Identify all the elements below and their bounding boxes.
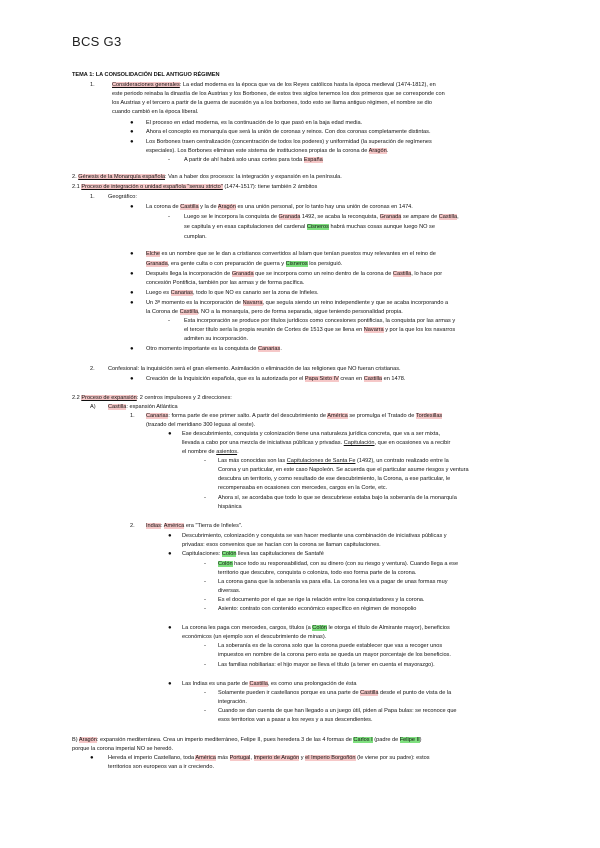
highlighted-term: Castilla: [363, 376, 383, 382]
bullet-dot-icon: ●: [130, 204, 134, 210]
text-segment: , lo hace por: [411, 271, 443, 277]
text-segment: B): [72, 737, 79, 743]
highlighted-term: asientos: [216, 449, 238, 455]
text-segment: .: [237, 449, 239, 455]
text-line: [218, 458, 449, 466]
text-line: [146, 261, 342, 269]
highlighted-term: Carlos I: [353, 737, 373, 743]
bullet-dash-icon: -: [204, 643, 206, 649]
bullet-dot-icon: ●: [90, 755, 94, 761]
text-segment: lleva las capitulaciones de Santafé: [236, 551, 324, 557]
bullet-dot-icon: ●: [168, 431, 172, 437]
bullet-dot-icon: ●: [130, 376, 134, 382]
text-segment: Luego es: [146, 290, 171, 296]
text-line: [182, 449, 239, 457]
text-line: territorio que descubre, conquista o coloniza, todo eso forma parte de la corona.: [218, 570, 417, 576]
text-line: Es el documento por el que se rige la relación entre los conquistadores y la corona.: [218, 597, 425, 603]
text-line: [182, 681, 356, 689]
text-line: recompensaba en ocasiones con mercedes, cargos en la Corte, etc.: [218, 485, 388, 491]
text-segment: ): [419, 737, 422, 743]
text-segment: y la de: [198, 204, 218, 210]
text-line: La soberanía es de la corona solo que la corona puede establecer que vas a recoger unos: [218, 643, 443, 649]
text-line: [108, 755, 430, 763]
text-line: hispánica: [218, 504, 242, 510]
highlighted-term: Aragón: [78, 737, 97, 743]
list-marker: 2.: [90, 366, 95, 372]
list-marker: 1.: [90, 194, 95, 200]
text-segment: la Corona de: [146, 309, 180, 315]
bullet-dash-icon: -: [204, 561, 206, 567]
bullet-dash-icon: -: [204, 495, 206, 501]
bullet-dash-icon: -: [168, 318, 170, 324]
text-line: Las familias nobiliarias: el hijo mayor se lleva el título (a tener en cuenta el mayorazgo).: [218, 662, 435, 668]
text-segment: Creación de la Inquisición española, que es la autorizada por el: [146, 376, 305, 382]
text-line: Corona y un particular, en este caso Napoleón. Se acuerda que el particular asume riesgos y ventura: [218, 467, 469, 473]
text-line: [146, 413, 442, 421]
bullet-dot-icon: ●: [130, 120, 134, 126]
text-line: [182, 625, 450, 633]
bullet-dot-icon: ●: [130, 129, 134, 135]
text-line: Los Borbones traen centralización (concentración de todos los poderes) y uniformidad (la superación de regímenes: [146, 139, 432, 145]
highlighted-term: Granada: [231, 271, 254, 277]
highlighted-term: Navarra: [242, 300, 263, 306]
text-line: concesión Pontificia, también por las armas y de forma pacífica.: [146, 280, 305, 286]
text-segment: es una unión personal, por lo tanto hay una unión de coronas en 1474.: [235, 204, 413, 210]
text-line: [146, 290, 319, 298]
text-segment: Las más conocidas son las: [218, 458, 287, 464]
text-line: territorios son europeos van a ir creciendo.: [108, 764, 215, 770]
text-segment: Hereda el imperio Castellano, toda: [108, 755, 196, 761]
text-line: [182, 551, 324, 559]
text-line: Descubrimiento, colonización y conquista se van hacer mediante una combinación de iniciativas públicas y: [182, 533, 447, 539]
list-marker: 2.: [130, 523, 135, 529]
highlighted-term: América: [195, 755, 216, 761]
text-line: Confesional: la inquisición será el gran elemento. Asimilación o eliminación de las religiones que NO fueran cristianas.: [108, 366, 401, 372]
bullet-dot-icon: ●: [168, 681, 172, 687]
text-segment: , que en ocasiones va a recibir: [374, 440, 451, 446]
bullet-dot-icon: ●: [168, 625, 172, 631]
highlighted-term: América: [327, 413, 348, 419]
text-line: porque la corona imperial NO se heredó.: [72, 746, 174, 752]
text-segment: que se incorpora como un reino dentro de la corona de: [253, 271, 393, 277]
text-segment: , todo lo que NO es canario ser la zona de Infieles.: [192, 290, 319, 296]
bullet-dot-icon: ●: [168, 551, 172, 557]
text-segment: Un 3ª momento es la incorporación de: [146, 300, 243, 306]
text-line: [108, 404, 178, 412]
highlighted-term: Granada: [146, 261, 168, 267]
list-marker: 1.: [90, 82, 95, 88]
text-segment: : 2 centros impulsores y 2 direcciones:: [136, 395, 232, 401]
text-line: impuestos en nombre de la corona pero esta se queda un mayor porcentaje de los beneficios.: [218, 652, 451, 658]
text-line: esos territorios van a pasar a los reyes y a sus descendientes.: [218, 717, 373, 723]
highlighted-term: Granada: [379, 214, 402, 220]
highlighted-term: Castilla: [392, 271, 412, 277]
text-segment: se ampare de: [401, 214, 439, 220]
text-segment: , NO a la monarquía, pero de forma separada, sigue teniendo personalidad propia.: [197, 309, 403, 315]
text-segment: :: [160, 523, 164, 529]
text-segment: Luego se le incorpora la conquista de: [184, 214, 279, 220]
text-line: admiten su incorporación.: [184, 336, 249, 342]
text-line: Asiento: contrato con contenido económico específico en régimen de monopolio: [218, 606, 417, 612]
highlighted-term: Proceso de expansión: [81, 395, 137, 401]
text-segment: el tercer título sería la propia reunión de Cortes de 1513 que se llena en: [184, 327, 364, 333]
text-line: [72, 737, 422, 745]
text-line: [146, 309, 403, 317]
highlighted-term: Colón: [312, 625, 327, 631]
text-segment: Después llega la incorporación de: [146, 271, 232, 277]
text-segment: La corona de: [146, 204, 181, 210]
text-line: [184, 327, 455, 335]
text-segment: es un nombre que se le dan a cristianos convertidos al Islam que tenían puestos muy relevantes en el reino de: [160, 251, 436, 257]
text-line: [218, 561, 458, 569]
highlighted-term: Felipe II: [399, 737, 420, 743]
text-line: privadas: esos convenios que se hacían con la corona se llaman capitulaciones.: [182, 542, 381, 548]
text-line: Ese descubrimiento, conquista y colonización tiene una naturaleza jurídica concreta, que va a ser mixta,: [182, 431, 441, 437]
bullet-dash-icon: -: [204, 708, 206, 714]
text-segment: más: [215, 755, 230, 761]
text-segment: (le viene por su padre): estos: [355, 755, 430, 761]
text-segment: .: [280, 346, 282, 352]
text-segment: ,: [250, 755, 254, 761]
text-segment: los persiguió.: [307, 261, 343, 267]
highlighted-term: Portugal: [229, 755, 251, 761]
highlighted-term: Elche: [146, 251, 160, 257]
highlighted-term: Cisneros: [285, 261, 308, 267]
highlighted-term: Aragón: [368, 148, 387, 154]
text-line: TEMA 1: LA CONSOLIDACIÓN DEL ANTIGUO RÉGIMEN: [72, 72, 220, 78]
highlighted-term: América: [163, 523, 185, 529]
text-line: La corona gana que la soberanía va para ella. La corona les va a pagar de unas formas muy: [218, 579, 448, 585]
bullet-dot-icon: ●: [130, 139, 134, 145]
text-segment: , que seguía siendo un reino independiente y que se acaba incorporando a: [262, 300, 449, 306]
text-line: Esta incorporación se produce por títulos jurídicos como concesiones pontificias, la conquista por las armas y: [184, 318, 456, 324]
text-segment: , es como una prolongación de ésta: [267, 681, 357, 687]
highlighted-term: Proceso de integración o unidad española "sensu stricto": [81, 184, 223, 190]
text-line: integración.: [218, 699, 247, 705]
text-line: El proceso en edad moderna, es la continuación de lo que pasó en la baja edad media.: [146, 120, 363, 126]
text-line: Ahora sí, se acordaba que todo lo que se descubriese estaba bajo la soberanía de la monarquía: [218, 495, 457, 501]
text-line: cumplan.: [184, 234, 207, 240]
text-segment: y: [299, 755, 306, 761]
bullet-dash-icon: -: [204, 690, 206, 696]
highlighted-term: Imperio de Aragón: [253, 755, 300, 761]
text-line: [146, 271, 442, 279]
text-segment: La corona les paga con mercedes, cargos, títulos (a: [182, 625, 313, 631]
text-segment: 1492, se acaba la reconquista,: [300, 214, 380, 220]
bullet-dot-icon: ●: [130, 290, 134, 296]
text-line: [182, 440, 450, 448]
text-line: [72, 395, 232, 403]
text-segment: 2.1: [72, 184, 82, 190]
highlighted-term: Castilla: [108, 404, 127, 410]
text-line: [184, 224, 435, 232]
text-line: [146, 376, 405, 384]
highlighted-term: Cisneros: [306, 224, 329, 230]
bullet-dot-icon: ●: [130, 251, 134, 257]
text-segment: especiales). Los Borbones eliminan este sistema de instituciones propias de la corona de: [146, 148, 369, 154]
bullet-dash-icon: -: [204, 458, 206, 464]
text-line: [112, 82, 436, 90]
bullet-dot-icon: ●: [130, 271, 134, 277]
bullet-dash-icon: -: [168, 157, 170, 163]
highlighted-term: Granada: [278, 214, 301, 220]
text-segment: (1492), un contrato realizado entre la: [355, 458, 449, 464]
text-line: Ahora el concepto es monarquía que será la unión de coronas y reinos. Con dos coronas completamente distintas.: [146, 129, 431, 135]
text-segment: llevada a cabo por una mezcla de iniciativas públicas y privadas.: [182, 440, 344, 446]
bullet-dash-icon: -: [204, 606, 206, 612]
highlighted-term: Canarias: [257, 346, 281, 352]
highlighted-term: Colón: [218, 561, 233, 567]
text-line: [218, 690, 451, 698]
highlighted-term: Castilla: [360, 690, 379, 696]
text-segment: : forma parte de ese primer salto. A partir del descubrimiento de: [168, 413, 328, 419]
text-segment: : expansión mediterránea. Crea un imperio mediterráneo, Felipe II, pues heredera 3 de las 4 formas de: [96, 737, 354, 743]
text-segment: le otorga el título de Almirante mayor), beneficios: [326, 625, 450, 631]
highlighted-term: España: [303, 157, 323, 163]
text-segment: , era gente culta o con preparación de guerra y: [167, 261, 286, 267]
bullet-dash-icon: -: [204, 662, 206, 668]
text-line: económicos (un ejemplo son el descubrimiento de minas).: [182, 634, 327, 640]
text-line: [146, 148, 388, 156]
bullet-dash-icon: -: [204, 579, 206, 585]
highlighted-term: Papa Sixto IV: [304, 376, 339, 382]
text-segment: : expansión Atlántica: [126, 404, 178, 410]
list-marker: A): [90, 404, 96, 410]
text-line: descubra un territorio, y como resultado de ese descubrimiento, la Corona, a ese particular, le: [218, 476, 451, 482]
highlighted-term: Castilla: [179, 309, 198, 315]
text-segment: hace todo su responsabilidad, con su dinero (con su riesgo y ventura). Cuando llega a ese: [232, 561, 459, 567]
text-line: cuando cambió en la época liberal.: [112, 109, 199, 115]
text-line: [146, 346, 282, 354]
text-segment: era "Tierra de Infieles".: [184, 523, 243, 529]
bullet-dot-icon: ●: [168, 533, 172, 539]
highlighted-term: Navarra: [363, 327, 384, 333]
text-segment: se capitula y en esas capitulaciones del cardenal: [184, 224, 307, 230]
text-segment: Capitulaciones:: [182, 551, 222, 557]
text-line: [146, 300, 448, 308]
text-line: [146, 204, 413, 212]
text-segment: se promulga el Tratado de: [347, 413, 416, 419]
bullet-dash-icon: -: [204, 597, 206, 603]
text-line: los Austrias y el tercero a partir de la guerra de sucesión ya a los borbones, todo esto se llama antiguo régimen, el nombre se dio: [112, 100, 432, 106]
highlighted-term: Tordesillas: [415, 413, 443, 419]
text-segment: 2.: [72, 174, 79, 180]
text-segment: : Van a haber dos procesos: la integración y expansión en la península.: [165, 174, 342, 180]
list-marker: 1.: [130, 413, 135, 419]
highlighted-term: Castilla: [438, 214, 458, 220]
highlighted-term: Aragón: [217, 204, 236, 210]
text-segment: en 1478.: [382, 376, 406, 382]
highlighted-term: el Imperio Borgoñón: [305, 755, 356, 761]
text-line: Cuando se dan cuenta de que han llegado a un juego útil, piden al Papa bulas: se reconoce que: [218, 708, 457, 714]
text-segment: crean en: [338, 376, 364, 382]
text-segment: habrá muchas cosas aunque luego NO se: [328, 224, 435, 230]
text-segment: Otro momento importante es la conquista de: [146, 346, 258, 352]
highlighted-term: Colón: [221, 551, 237, 557]
highlighted-term: Canarias: [170, 290, 193, 296]
text-segment: 2.2: [72, 395, 82, 401]
text-line: [72, 184, 317, 192]
text-segment: Geográfico:: [108, 194, 137, 200]
text-segment: : La edad moderna es la época que va de los Reyes católicos hasta la época medieval (1474-1812), en: [179, 82, 436, 88]
text-segment: .: [386, 148, 389, 154]
highlighted-term: Castilla: [249, 681, 268, 687]
highlighted-term: Capitulaciones de Santa Fe: [286, 458, 356, 464]
text-line: [184, 214, 459, 222]
bullet-dot-icon: ●: [130, 300, 134, 306]
highlighted-term: Génesis de la Monarquía española: [78, 174, 165, 180]
text-line: [184, 157, 323, 165]
highlighted-term: Castilla: [180, 204, 199, 210]
text-line: [146, 523, 242, 531]
text-line: [72, 174, 342, 182]
text-segment: el nombre de: [182, 449, 217, 455]
text-line: [108, 194, 137, 202]
text-segment: desde el punto de vista de la: [378, 690, 452, 696]
text-segment: Las Indias es una parte de: [182, 681, 250, 687]
text-line: [146, 251, 436, 259]
text-line: este periodo reinaba la dinastía de los Austrias y los Borbones, de estos tres siglos tenemos los dos primeros que se corresponde con: [112, 91, 445, 97]
text-segment: ,: [457, 214, 459, 220]
highlighted-term: Canarias: [146, 413, 169, 419]
text-line: (trazado del meridiano 300 leguas al oeste).: [146, 422, 256, 428]
text-segment: (1474-1517): tiene también 2 ámbitos: [222, 184, 318, 190]
text-segment: A partir de ahí habrá solo unas cortes para toda: [184, 157, 304, 163]
text-line: diversas.: [218, 588, 241, 594]
text-segment: y por la que los los navarros: [383, 327, 456, 333]
text-segment: Solamente pueden ir castellanos porque es una parte de: [218, 690, 361, 696]
bullet-dash-icon: -: [168, 214, 170, 220]
highlighted-term: Indias: [146, 523, 161, 529]
highlighted-term: Capitulación: [343, 440, 375, 446]
document-header: BCS G3: [72, 34, 122, 49]
bullet-dot-icon: ●: [130, 346, 134, 352]
highlighted-term: Consideraciones generales: [112, 82, 180, 88]
text-segment: (padre de: [372, 737, 400, 743]
